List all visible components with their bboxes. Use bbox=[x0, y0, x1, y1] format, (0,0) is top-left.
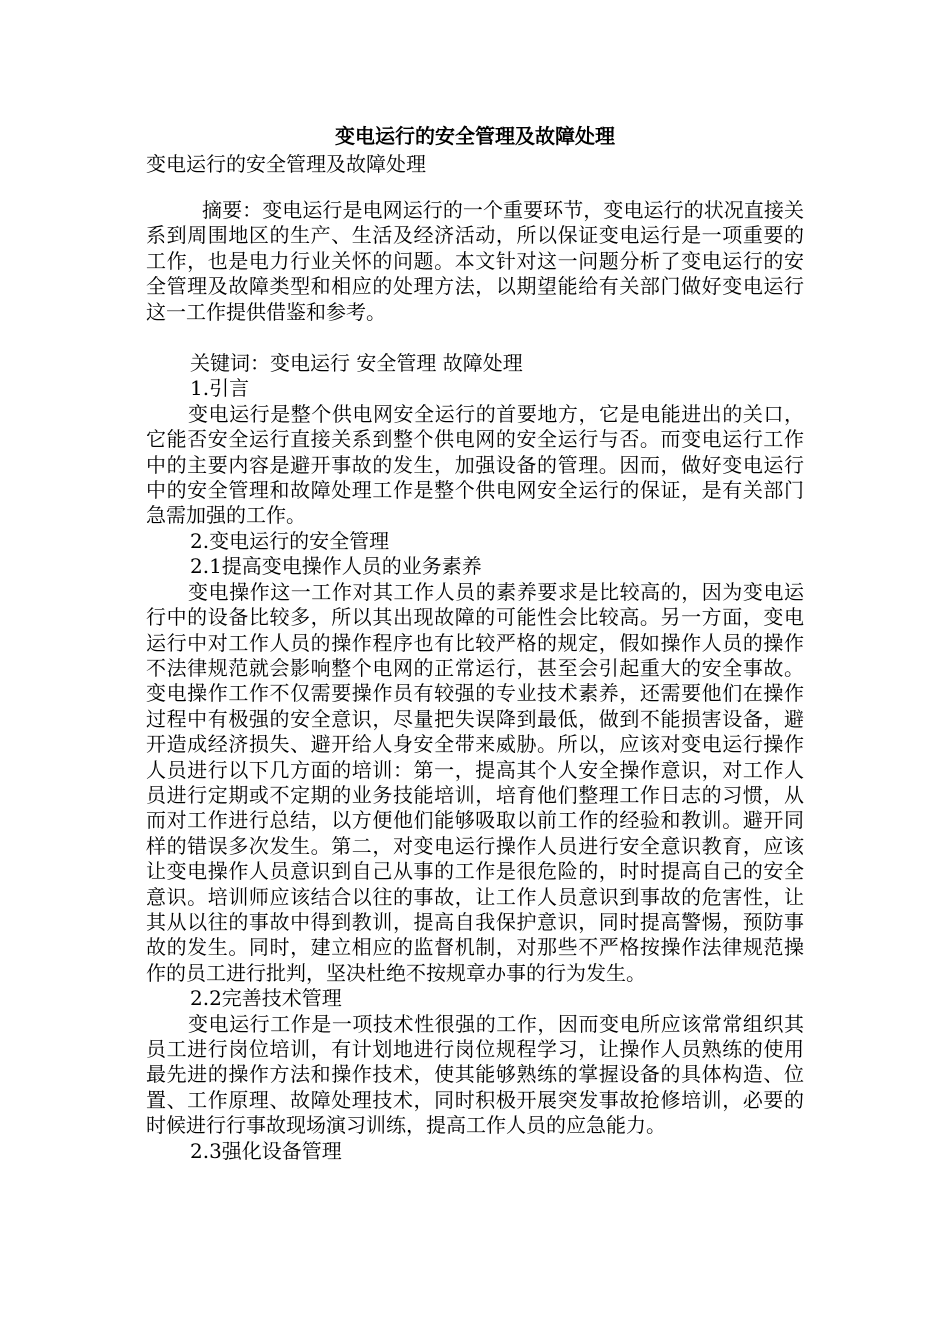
section-text-intro: 变电运行是整个供电网安全运行的首要地方，它是电能进出的关口，它能否安全运行直接关系到整个供电网的安全运行与否。而变电运行工作中的主要内容是避开事故的发生，加强设备的管理。因而，做好变电运行中的安全管理和故障处理工作是整个供电网安全运行的保证，是有关部门急需加强的工作。 bbox=[146, 401, 804, 528]
section-heading-staff-quality: 2.1提高变电操作人员的业务素养 bbox=[190, 554, 482, 579]
section-text-staff-quality: 变电操作这一工作对其工作人员的素养要求是比较高的，因为变电运行中的设备比较多，所以其出现故障的可能性会比较高。另一方面，变电运行中对工作人员的操作程序也有比较严格的规定，假如操作人员的操作不法律规范就会影响整个电网的正常运行，甚至会引起重大的安全事故。变电操作工作不仅需要操作员有较强的专业技术素养，还需要他们在操作过程中有极强的安全意识，尽量把失误降到最低，做到不能损害设备，避开造成经济损失、避开给人身安全带来威胁。所以，应该对变电运行操作人员进行以下几方面的培训：第一，提高其个人安全操作意识，对工作人员进行定期或不定期的业务技能培训，培育他们整理工作日志的习惯，从而对工作进行总结，以方便他们能够吸取以前工作的经验和教训。避开同样的错误多次发生。第二，对变电运行操作人员进行安全意识教育，应该让变电操作人员意识到自己从事的工作是很危险的，时时提高自己的安全意识。培训师应该结合以往的事故，让工作人员意识到事故的危害性，让其从以往的事故中得到教训，提高自我保护意识，同时提高警惕，预防事故的发生。同时，建立相应的监督机制，对那些不严格按操作法律规范操作的员工进行批判，坚决杜绝不按规章办事的行为发生。 bbox=[146, 579, 804, 985]
keywords-line: 关键词：变电运行 安全管理 故障处理 bbox=[190, 351, 523, 376]
abstract-paragraph: 摘要：变电运行是电网运行的一个重要环节，变电运行的状况直接关系到周围地区的生产、生活及经济活动，所以保证变电运行是一项重要的工作，也是电力行业关怀的问题。本文针对这一问题分析了变电运行的安全管理及故障类型和相应的处理方法，以期望能给有关部门做好变电运行这一工作提供借鉴和参考。 bbox=[146, 198, 804, 324]
paragraph-spacer bbox=[146, 325, 804, 351]
section-heading-equipment-management: 2.3强化设备管理 bbox=[190, 1138, 342, 1163]
section-heading-intro: 1.引言 bbox=[190, 376, 250, 401]
document-title: 变电运行的安全管理及故障处理 bbox=[335, 124, 615, 148]
document-body bbox=[146, 198, 804, 1164]
section-heading-safety-management: 2.变电运行的安全管理 bbox=[190, 528, 390, 553]
document-subtitle: 变电运行的安全管理及故障处理 bbox=[146, 152, 426, 176]
section-text-technical-management: 变电运行工作是一项技术性很强的工作，因而变电所应该常常组织其员工进行岗位培训，有计划地进行岗位规程学习，让操作人员熟练的使用最先进的操作方法和操作技术，使其能够熟练的掌握设备的具体构造、位置、工作原理、故障处理技术，同时积极开展突发事故抢修培训，必要的时候进行行事故现场演习训练，提高工作人员的应急能力。 bbox=[146, 1011, 804, 1138]
section-heading-technical-management: 2.2完善技术管理 bbox=[190, 986, 342, 1011]
